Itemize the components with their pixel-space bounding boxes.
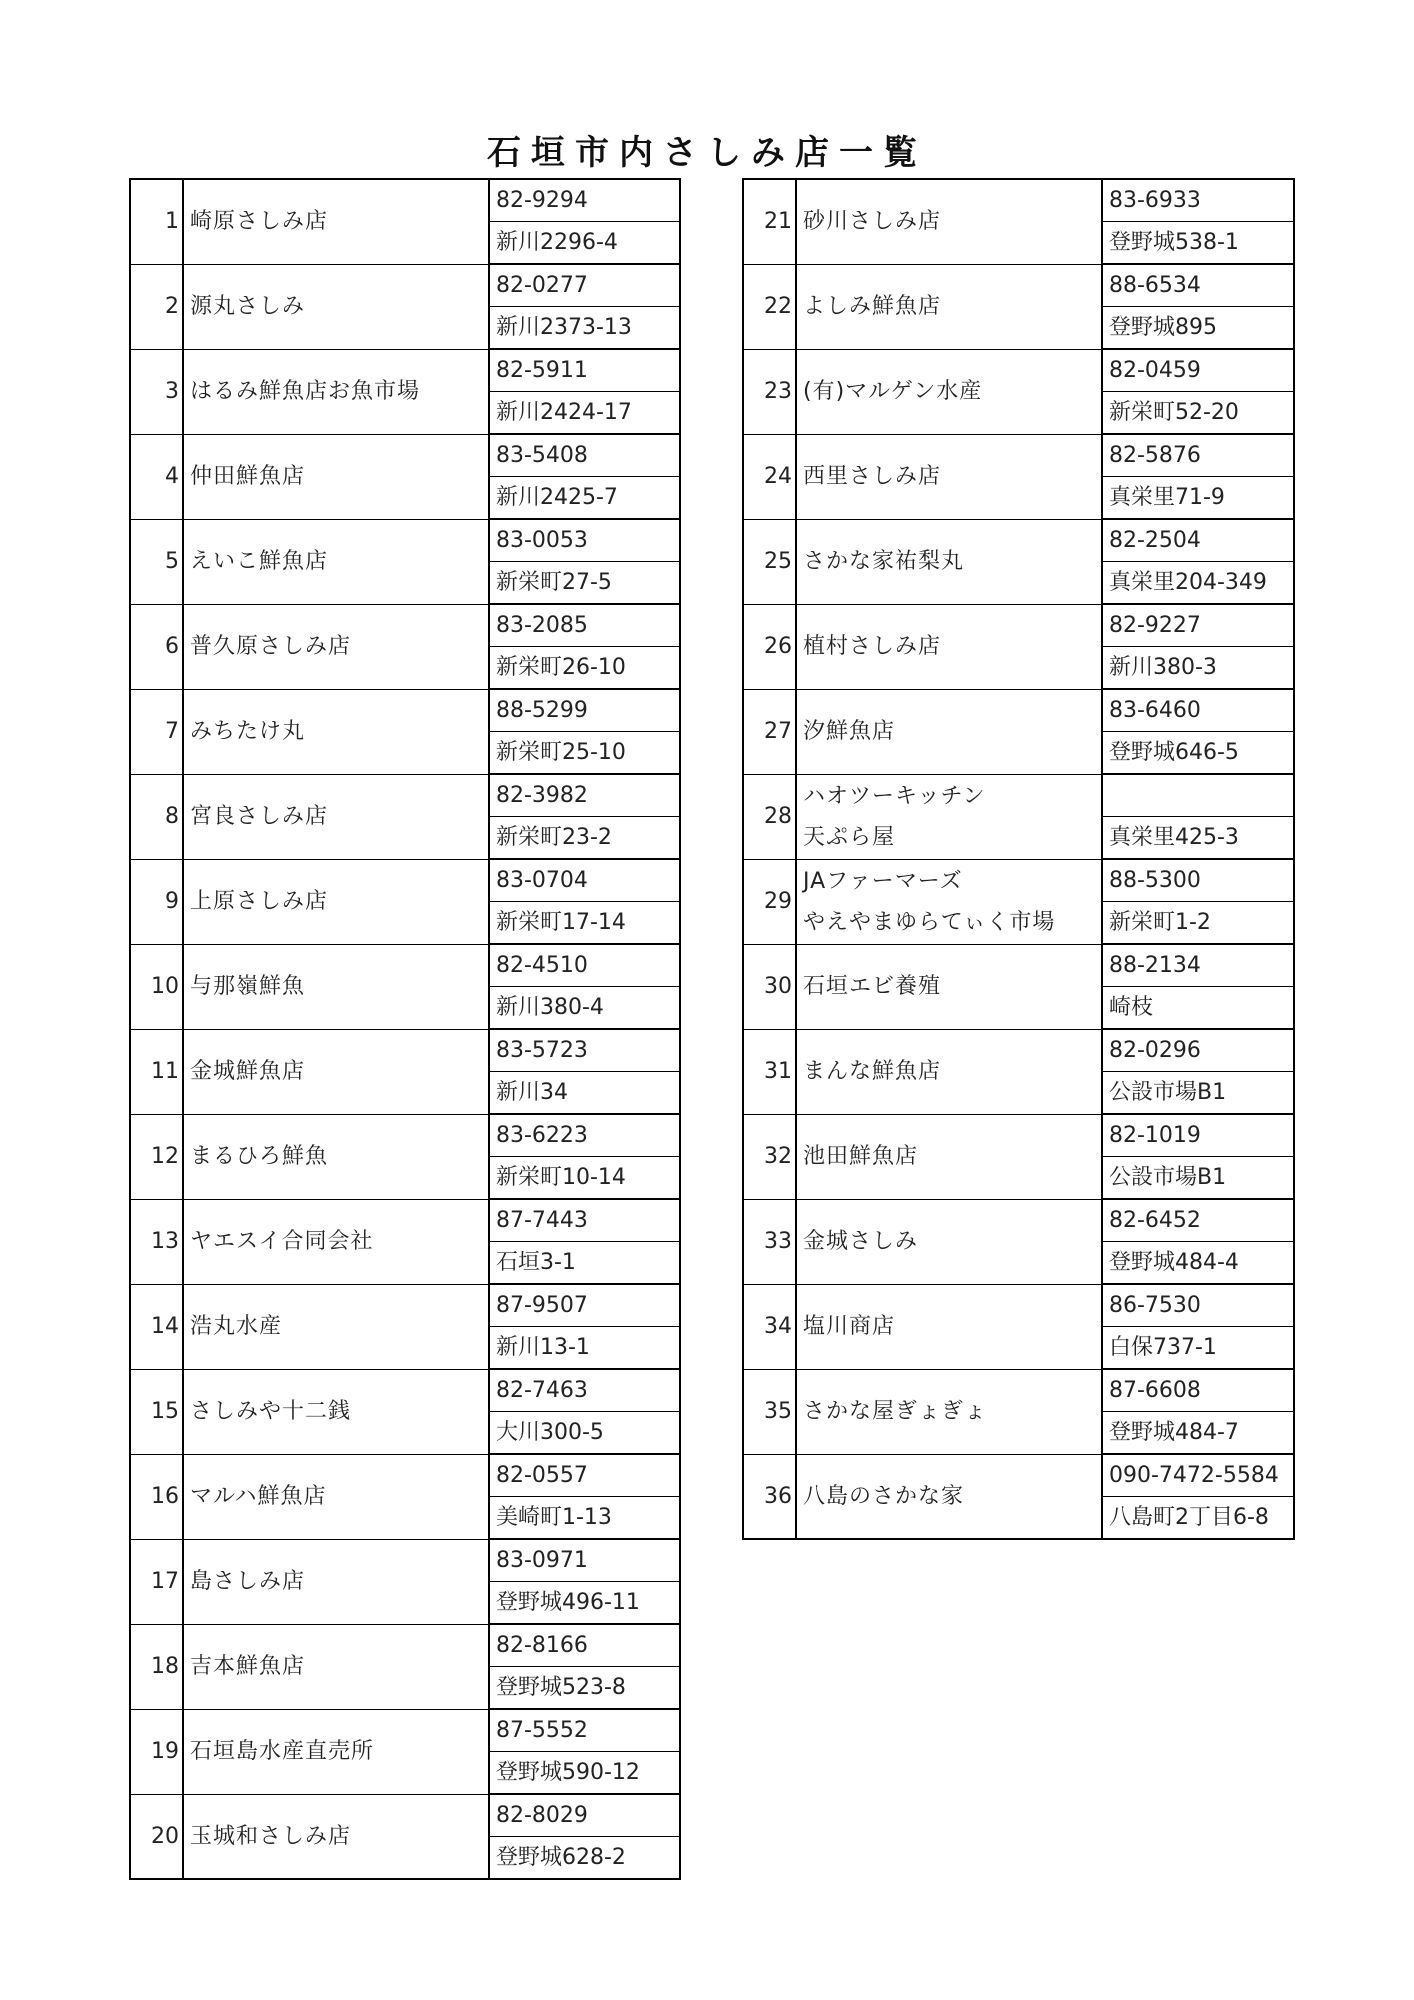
shop-number: 6 xyxy=(130,604,183,689)
shop-number: 23 xyxy=(743,349,796,434)
shop-name: まんな鮮魚店 xyxy=(796,1029,1102,1114)
table-row xyxy=(743,1369,1294,1412)
table-row xyxy=(743,774,1294,817)
table-row xyxy=(130,1454,680,1497)
shop-address: 新栄町1-2 xyxy=(1102,902,1294,945)
shop-phone: 87-9507 xyxy=(489,1284,680,1327)
table-row xyxy=(743,1454,1294,1497)
shop-address: 登野城628-2 xyxy=(489,1837,680,1880)
shop-address: 石垣3-1 xyxy=(489,1242,680,1285)
shop-address: 新川13-1 xyxy=(489,1327,680,1370)
shop-name: みちたけ丸 xyxy=(183,689,489,774)
shop-address: 登野城538-1 xyxy=(1102,222,1294,265)
shop-phone: 83-6223 xyxy=(489,1114,680,1157)
shop-address: 新栄町25-10 xyxy=(489,732,680,775)
shop-address: 新川2296-4 xyxy=(489,222,680,265)
shop-number: 33 xyxy=(743,1199,796,1284)
shop-address: 登野城484-4 xyxy=(1102,1242,1294,1285)
table-row xyxy=(130,1369,680,1412)
shop-address: 真栄里425-3 xyxy=(1102,817,1294,860)
shop-name: 仲田鮮魚店 xyxy=(183,434,489,519)
page-title: 石垣市内さしみ店一覧 xyxy=(487,133,927,173)
shop-phone: 82-3982 xyxy=(489,774,680,817)
shop-name: 上原さしみ店 xyxy=(183,859,489,944)
shop-number: 17 xyxy=(130,1539,183,1624)
shop-phone: 82-9227 xyxy=(1102,604,1294,647)
table-row xyxy=(130,774,680,817)
shop-address: 美崎町1-13 xyxy=(489,1497,680,1540)
shop-name: えいこ鮮魚店 xyxy=(183,519,489,604)
shop-number: 4 xyxy=(130,434,183,519)
shop-address: 真栄里71-9 xyxy=(1102,477,1294,520)
shop-address: 登野城590-12 xyxy=(489,1752,680,1795)
shop-name: 金城鮮魚店 xyxy=(183,1029,489,1114)
shop-address: 新川2425-7 xyxy=(489,477,680,520)
shop-address: 登野城523-8 xyxy=(489,1667,680,1710)
table-row xyxy=(130,1029,680,1072)
shop-number: 2 xyxy=(130,264,183,349)
shop-name: さしみや十二銭 xyxy=(183,1369,489,1454)
shop-number: 15 xyxy=(130,1369,183,1454)
shop-number: 8 xyxy=(130,774,183,859)
shop-number: 13 xyxy=(130,1199,183,1284)
shop-name: 崎原さしみ店 xyxy=(183,179,489,264)
shop-phone: 88-5299 xyxy=(489,689,680,732)
table-row xyxy=(743,1029,1294,1072)
shop-phone: 88-6534 xyxy=(1102,264,1294,307)
table-row xyxy=(130,1114,680,1157)
table-row xyxy=(743,1199,1294,1242)
table-row xyxy=(130,689,680,732)
shop-name: 砂川さしみ店 xyxy=(796,179,1102,264)
shop-name: 玉城和さしみ店 xyxy=(183,1794,489,1879)
table-row xyxy=(130,1199,680,1242)
shop-phone: 82-0277 xyxy=(489,264,680,307)
shop-number: 12 xyxy=(130,1114,183,1199)
shop-name: 池田鮮魚店 xyxy=(796,1114,1102,1199)
shop-phone: 83-0971 xyxy=(489,1539,680,1582)
shop-name: 八島のさかな家 xyxy=(796,1454,1102,1539)
shop-number: 24 xyxy=(743,434,796,519)
table-row xyxy=(130,1624,680,1667)
shop-number: 27 xyxy=(743,689,796,774)
shop-name xyxy=(796,774,1102,859)
shop-address: 登野城646-5 xyxy=(1102,732,1294,775)
shop-name: 吉本鮮魚店 xyxy=(183,1624,489,1709)
shop-table-right xyxy=(742,178,1295,1540)
shop-address: 新栄町23-2 xyxy=(489,817,680,860)
shop-address: 新川2373-13 xyxy=(489,307,680,350)
shop-name xyxy=(796,859,1102,944)
shop-address: 新川380-3 xyxy=(1102,647,1294,690)
shop-name: 浩丸水産 xyxy=(183,1284,489,1369)
shop-address: 新川380-4 xyxy=(489,987,680,1030)
shop-address: 公設市場B1 xyxy=(1102,1072,1294,1115)
table-row xyxy=(130,1709,680,1752)
shop-number: 21 xyxy=(743,179,796,264)
shop-address: 新栄町27-5 xyxy=(489,562,680,605)
shop-phone: 86-7530 xyxy=(1102,1284,1294,1327)
shop-number: 14 xyxy=(130,1284,183,1369)
shop-name-line2: 天ぷら屋 xyxy=(803,824,896,850)
table-row xyxy=(130,604,680,647)
shop-number: 35 xyxy=(743,1369,796,1454)
table-row xyxy=(743,689,1294,732)
shop-phone: 82-5911 xyxy=(489,349,680,392)
table-row xyxy=(743,604,1294,647)
shop-number: 26 xyxy=(743,604,796,689)
shop-phone: 090-7472-5584 xyxy=(1102,1454,1294,1497)
shop-address: 新栄町17-14 xyxy=(489,902,680,945)
shop-phone: 82-8166 xyxy=(489,1624,680,1667)
shop-name: 植村さしみ店 xyxy=(796,604,1102,689)
table-row xyxy=(130,264,680,307)
shop-phone: 82-0296 xyxy=(1102,1029,1294,1072)
shop-name-line1: JAファーマーズ xyxy=(803,868,963,894)
shop-name: 源丸さしみ xyxy=(183,264,489,349)
shop-number: 9 xyxy=(130,859,183,944)
shop-name: よしみ鮮魚店 xyxy=(796,264,1102,349)
shop-phone xyxy=(1102,774,1294,817)
shop-phone: 82-1019 xyxy=(1102,1114,1294,1157)
shop-address: 新川2424-17 xyxy=(489,392,680,435)
shop-phone: 83-0053 xyxy=(489,519,680,562)
shop-name: 石垣エビ養殖 xyxy=(796,944,1102,1029)
table-row xyxy=(743,349,1294,392)
shop-name: はるみ鮮魚店お魚市場 xyxy=(183,349,489,434)
shop-number: 34 xyxy=(743,1284,796,1369)
shop-name: ヤエスイ合同会社 xyxy=(183,1199,489,1284)
shop-number: 20 xyxy=(130,1794,183,1879)
shop-number: 36 xyxy=(743,1454,796,1539)
shop-name: 塩川商店 xyxy=(796,1284,1102,1369)
shop-number: 5 xyxy=(130,519,183,604)
table-row xyxy=(130,1539,680,1582)
shop-phone: 82-6452 xyxy=(1102,1199,1294,1242)
shop-name: 島さしみ店 xyxy=(183,1539,489,1624)
table-row xyxy=(743,434,1294,477)
shop-name: まるひろ鮮魚 xyxy=(183,1114,489,1199)
shop-phone: 87-7443 xyxy=(489,1199,680,1242)
shop-phone: 83-2085 xyxy=(489,604,680,647)
shop-name-line1: ハオツーキッチン xyxy=(803,783,986,809)
shop-number: 10 xyxy=(130,944,183,1029)
shop-number: 3 xyxy=(130,349,183,434)
table-row xyxy=(130,519,680,562)
shop-name: 普久原さしみ店 xyxy=(183,604,489,689)
shop-name: 金城さしみ xyxy=(796,1199,1102,1284)
shop-number: 28 xyxy=(743,774,796,859)
shop-name: マルハ鮮魚店 xyxy=(183,1454,489,1539)
shop-name: さかな屋ぎょぎょ xyxy=(796,1369,1102,1454)
shop-number: 30 xyxy=(743,944,796,1029)
shop-phone: 87-6608 xyxy=(1102,1369,1294,1412)
table-row xyxy=(743,179,1294,222)
shop-table-left xyxy=(129,178,681,1880)
shop-address: 公設市場B1 xyxy=(1102,1157,1294,1200)
shop-number: 16 xyxy=(130,1454,183,1539)
shop-phone: 88-5300 xyxy=(1102,859,1294,902)
shop-phone: 83-5723 xyxy=(489,1029,680,1072)
shop-address: 登野城496-11 xyxy=(489,1582,680,1625)
table-row xyxy=(130,859,680,902)
shop-phone: 82-0459 xyxy=(1102,349,1294,392)
shop-phone: 83-6460 xyxy=(1102,689,1294,732)
shop-phone: 82-7463 xyxy=(489,1369,680,1412)
shop-address: 新栄町26-10 xyxy=(489,647,680,690)
shop-number: 22 xyxy=(743,264,796,349)
shop-number: 25 xyxy=(743,519,796,604)
shop-number: 31 xyxy=(743,1029,796,1114)
table-row xyxy=(743,1284,1294,1327)
shop-address: 新栄町52-20 xyxy=(1102,392,1294,435)
shop-phone: 83-5408 xyxy=(489,434,680,477)
table-row xyxy=(743,264,1294,307)
table-row xyxy=(130,1284,680,1327)
shop-name-line2: やえやまゆらてぃく市場 xyxy=(803,909,1056,935)
shop-name: 汐鮮魚店 xyxy=(796,689,1102,774)
shop-phone: 83-0704 xyxy=(489,859,680,902)
shop-phone: 87-5552 xyxy=(489,1709,680,1752)
shop-name: 石垣島水産直売所 xyxy=(183,1709,489,1794)
shop-name: (有)マルゲン水産 xyxy=(796,349,1102,434)
shop-number: 11 xyxy=(130,1029,183,1114)
shop-number: 1 xyxy=(130,179,183,264)
shop-address: 登野城484-7 xyxy=(1102,1412,1294,1455)
shop-address: 新栄町10-14 xyxy=(489,1157,680,1200)
table-row xyxy=(130,349,680,392)
table-row xyxy=(130,434,680,477)
shop-address: 登野城895 xyxy=(1102,307,1294,350)
shop-name: 西里さしみ店 xyxy=(796,434,1102,519)
shop-phone: 88-2134 xyxy=(1102,944,1294,987)
shop-phone: 82-0557 xyxy=(489,1454,680,1497)
shop-address: 崎枝 xyxy=(1102,987,1294,1030)
shop-phone: 82-2504 xyxy=(1102,519,1294,562)
shop-number: 18 xyxy=(130,1624,183,1709)
table-row xyxy=(743,944,1294,987)
shop-address: 大川300-5 xyxy=(489,1412,680,1455)
shop-phone: 83-6933 xyxy=(1102,179,1294,222)
shop-address: 新川34 xyxy=(489,1072,680,1115)
shop-address: 白保737-1 xyxy=(1102,1327,1294,1370)
shop-name: さかな家祐梨丸 xyxy=(796,519,1102,604)
table-row xyxy=(743,859,1294,902)
shop-number: 32 xyxy=(743,1114,796,1199)
shop-number: 19 xyxy=(130,1709,183,1794)
table-row xyxy=(130,179,680,222)
table-row xyxy=(130,1794,680,1837)
shop-phone: 82-8029 xyxy=(489,1794,680,1837)
shop-phone: 82-4510 xyxy=(489,944,680,987)
shop-address: 八島町2丁目6-8 xyxy=(1102,1497,1294,1540)
shop-phone: 82-9294 xyxy=(489,179,680,222)
table-row xyxy=(743,1114,1294,1157)
shop-name: 与那嶺鮮魚 xyxy=(183,944,489,1029)
shop-address: 真栄里204-349 xyxy=(1102,562,1294,605)
shop-name: 宮良さしみ店 xyxy=(183,774,489,859)
shop-phone: 82-5876 xyxy=(1102,434,1294,477)
shop-number: 29 xyxy=(743,859,796,944)
table-row xyxy=(130,944,680,987)
shop-number: 7 xyxy=(130,689,183,774)
table-row xyxy=(743,519,1294,562)
